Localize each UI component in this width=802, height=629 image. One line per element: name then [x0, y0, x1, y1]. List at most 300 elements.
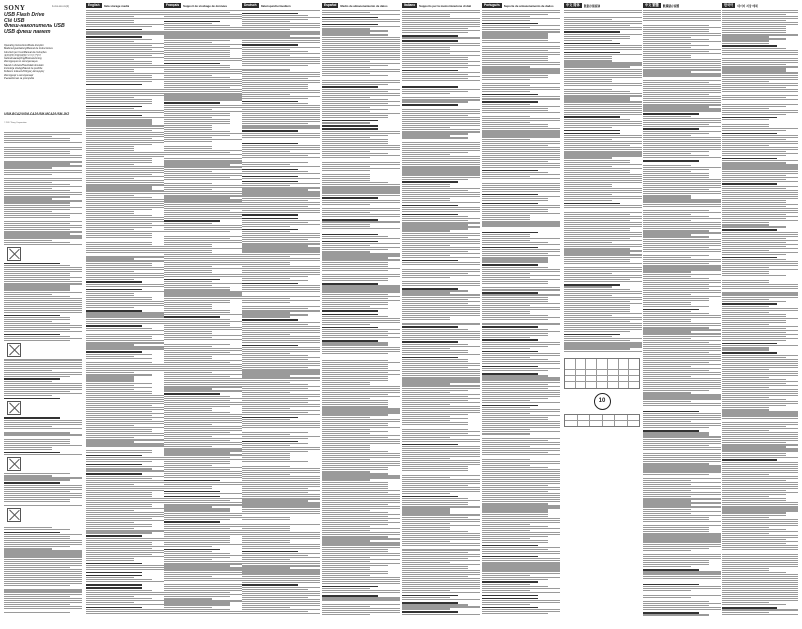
text-line: [722, 519, 798, 520]
text-line: [402, 74, 468, 75]
text-line: [643, 374, 721, 375]
text-line: [322, 12, 370, 13]
text-line: [242, 220, 320, 221]
text-line: [402, 152, 468, 153]
text-line: [4, 317, 70, 318]
text-line: [402, 485, 468, 486]
china-rohs-10-logo: 10: [594, 393, 611, 410]
text-line: [402, 269, 480, 270]
text-line: [164, 304, 212, 305]
text-line: [722, 68, 786, 69]
text-line: [164, 102, 220, 104]
text-line: [643, 43, 691, 44]
manual-language: Istruzioni per l'uso/Manual de instruções: [4, 50, 47, 54]
text-line: [402, 288, 458, 290]
text-line: [564, 119, 630, 120]
text-line: [482, 526, 548, 527]
text-line: [242, 470, 320, 471]
text-line: [722, 108, 769, 109]
text-line: [322, 300, 400, 301]
text-line: [4, 336, 70, 337]
text-line: [4, 489, 82, 490]
text-line: [482, 155, 560, 156]
text-line: [322, 97, 370, 98]
text-line: [86, 602, 134, 603]
text-line: [242, 412, 308, 413]
text-line: [164, 260, 242, 261]
text-line: [402, 375, 480, 376]
text-line: [322, 551, 388, 552]
text-line: [482, 398, 548, 399]
text-line: [242, 494, 320, 495]
text-line: [322, 561, 370, 562]
text-line: [722, 32, 786, 33]
text-line: [86, 307, 134, 308]
text-line: [4, 149, 82, 150]
text-line: [242, 390, 320, 391]
text-line: [242, 509, 320, 510]
text-line: [164, 293, 242, 294]
text-line: [86, 596, 134, 597]
section-german: [242, 3, 320, 621]
text-line: [86, 356, 134, 357]
text-line: [482, 157, 560, 158]
text-line: [164, 77, 230, 78]
text-line: [242, 540, 290, 541]
text-line: [643, 102, 721, 103]
text-line: [564, 125, 642, 126]
text-line: [4, 600, 82, 601]
text-line: [722, 158, 777, 160]
section-title: Support de stockage de données: [183, 3, 228, 8]
text-line: [722, 192, 798, 193]
text-line: [164, 201, 242, 202]
text-line: [643, 251, 721, 252]
text-line: [564, 25, 630, 26]
text-line: [242, 241, 320, 242]
text-line: [164, 33, 242, 34]
text-line: [4, 426, 52, 427]
text-line: [564, 226, 642, 227]
text-line: [402, 186, 450, 187]
text-line: [322, 583, 400, 584]
text-line: [4, 540, 82, 541]
text-line: [402, 416, 450, 417]
text-line: [242, 25, 320, 26]
text-line: [643, 206, 721, 207]
text-line: [242, 582, 320, 583]
text-line: [86, 427, 164, 428]
text-line: [722, 252, 798, 253]
text-line: [4, 304, 82, 305]
text-line: [722, 496, 769, 497]
text-line: [242, 157, 320, 158]
text-line: [643, 498, 721, 499]
text-line: [722, 81, 769, 82]
text-line: [722, 480, 786, 481]
text-line: [4, 475, 52, 476]
text-line: [643, 292, 721, 293]
text-line: [86, 106, 142, 108]
text-line: [722, 457, 798, 458]
text-line: [322, 340, 378, 342]
text-line: [164, 187, 242, 188]
text-line: [242, 363, 320, 364]
text-line: [564, 182, 642, 183]
text-line: [722, 574, 798, 575]
text-line: [86, 316, 164, 317]
text-line: [564, 89, 612, 90]
text-line: [402, 146, 480, 147]
text-line: [322, 93, 400, 94]
text-line: [643, 471, 721, 472]
text-line: [242, 447, 320, 448]
text-line: [86, 279, 134, 280]
text-line: [4, 294, 52, 295]
text-line: [643, 120, 721, 121]
text-line: [164, 319, 230, 320]
text-line: [482, 501, 560, 502]
text-line: [402, 535, 480, 536]
text-line: [242, 322, 320, 323]
text-line: [86, 370, 164, 371]
text-line: [643, 216, 709, 217]
text-line: [402, 435, 480, 436]
text-line: [86, 486, 164, 487]
text-line: [86, 516, 164, 517]
text-line: [482, 238, 560, 239]
text-line: [402, 222, 480, 223]
text-line: [402, 275, 480, 276]
text-line: [322, 469, 388, 470]
text-line: [643, 249, 721, 250]
text-line: [402, 418, 468, 419]
text-line: [164, 14, 242, 15]
text-line: [722, 198, 798, 199]
text-line: [722, 60, 798, 61]
text-line: [4, 306, 82, 307]
text-line: [4, 473, 70, 474]
text-line: [164, 480, 220, 482]
text-line: [643, 82, 709, 83]
text-line: [482, 89, 560, 90]
text-line: [242, 419, 290, 420]
text-line: [322, 251, 370, 252]
text-line: [242, 597, 308, 598]
text-line: [402, 20, 480, 21]
text-line: [564, 106, 642, 107]
text-line: [643, 224, 721, 225]
text-line: [242, 595, 320, 596]
text-line: [242, 178, 320, 179]
text-line: [322, 366, 388, 367]
text-line: [322, 168, 400, 169]
text-line: [4, 432, 70, 433]
text-line: [402, 154, 450, 155]
text-line: [4, 546, 70, 547]
text-line: [322, 351, 400, 352]
text-line: [722, 212, 798, 213]
text-line: [722, 349, 769, 350]
text-line: [722, 609, 798, 610]
text-line: [242, 42, 320, 43]
text-line: [242, 511, 320, 512]
text-line: [722, 38, 786, 39]
text-line: [564, 178, 642, 179]
text-line: [164, 291, 242, 292]
text-line: [482, 588, 560, 589]
text-line: [402, 184, 450, 185]
text-line: [402, 448, 480, 449]
text-line: [722, 343, 777, 345]
text-line: [164, 410, 212, 411]
text-line: [322, 139, 388, 140]
text-line: [86, 26, 152, 27]
text-line: [242, 476, 320, 477]
text-line: [86, 231, 164, 232]
text-line: [482, 68, 560, 69]
text-line: [164, 500, 230, 501]
text-line: [643, 432, 709, 433]
text-line: [722, 288, 798, 289]
text-line: [86, 565, 164, 566]
text-line: [242, 256, 290, 257]
text-line: [164, 79, 242, 80]
text-line: [164, 195, 242, 196]
text-line: [643, 236, 709, 237]
text-line: [564, 273, 612, 274]
text-line: [86, 108, 134, 109]
text-line: [643, 185, 721, 186]
text-line: [482, 553, 560, 554]
text-line: [643, 586, 721, 587]
text-line: [722, 436, 798, 437]
text-line: [643, 317, 721, 318]
text-line: [482, 461, 560, 462]
text-line: [402, 422, 468, 423]
text-line: [482, 495, 560, 496]
text-line: [402, 216, 468, 217]
text-line: [402, 93, 450, 94]
text-line: [643, 427, 709, 428]
text-line: [242, 193, 320, 194]
text-line: [242, 584, 298, 586]
text-line: [722, 66, 798, 67]
text-line: [402, 517, 468, 518]
text-line: [643, 344, 721, 345]
text-line: [322, 61, 370, 62]
body-text-lines: [322, 10, 400, 615]
text-line: [242, 164, 290, 165]
text-line: [164, 386, 242, 387]
text-line: [402, 452, 480, 453]
text-line: [402, 365, 480, 366]
text-line: [86, 170, 164, 171]
text-line: [4, 552, 82, 553]
text-line: [322, 333, 400, 334]
text-line: [643, 88, 721, 89]
text-line: [4, 536, 70, 537]
text-line: [482, 433, 530, 434]
text-line: [322, 151, 370, 152]
text-line: [564, 336, 612, 337]
text-line: [402, 131, 480, 132]
text-line: [402, 194, 480, 195]
text-line: [322, 278, 388, 279]
text-line: [722, 232, 798, 233]
text-line: [722, 361, 798, 362]
text-line: [242, 308, 308, 309]
text-line: [564, 279, 630, 280]
text-line: [4, 424, 82, 425]
text-line: [482, 545, 538, 547]
text-line: [482, 104, 530, 105]
section-portuguese: [482, 3, 560, 621]
text-line: [722, 527, 769, 528]
text-line: [564, 145, 630, 146]
text-line: [4, 198, 52, 199]
text-line: [242, 195, 320, 196]
text-line: [242, 472, 320, 473]
manual-language: Инструкції з експлуатації: [4, 73, 34, 77]
text-line: [722, 271, 769, 272]
text-line: [86, 119, 152, 120]
text-line: [722, 89, 798, 90]
text-line: [86, 79, 164, 80]
text-line: [242, 432, 308, 433]
text-line: [322, 298, 388, 299]
text-line: [242, 330, 320, 331]
text-line: [643, 183, 721, 184]
text-line: [322, 465, 400, 466]
text-line: [564, 254, 642, 255]
text-line: [722, 30, 786, 31]
text-line: [4, 172, 82, 173]
text-line: [564, 155, 642, 156]
text-line: [482, 289, 560, 290]
text-line: [722, 438, 798, 439]
text-line: [643, 584, 699, 586]
text-line: [86, 49, 152, 50]
text-line: [482, 333, 548, 334]
text-line: [402, 251, 468, 252]
text-line: [564, 323, 642, 324]
text-line: [4, 136, 52, 137]
text-line: [643, 439, 721, 440]
text-line: [242, 72, 320, 73]
text-line: [86, 301, 164, 302]
text-line: [164, 459, 242, 460]
text-line: [482, 213, 560, 214]
text-line: [722, 498, 786, 499]
text-line: [402, 392, 450, 393]
text-line: [402, 439, 480, 440]
text-line: [242, 461, 308, 462]
text-line: [322, 471, 370, 472]
text-line: [164, 12, 230, 13]
text-line: [242, 27, 320, 28]
text-line: [164, 52, 230, 53]
text-line: [564, 104, 642, 105]
text-line: [322, 347, 400, 348]
text-line: [722, 314, 786, 315]
text-line: [322, 475, 400, 476]
text-line: [86, 482, 164, 483]
text-line: [722, 196, 798, 197]
text-line: [242, 245, 308, 246]
text-line: [4, 454, 82, 455]
text-line: [643, 25, 709, 26]
text-line: [482, 309, 560, 310]
text-line: [164, 325, 230, 326]
text-line: [482, 25, 560, 26]
text-line: [482, 255, 560, 256]
text-line: [482, 390, 560, 391]
text-line: [722, 332, 786, 333]
text-line: [164, 225, 242, 226]
text-line: [322, 337, 400, 338]
text-line: [482, 16, 530, 17]
text-line: [482, 232, 538, 234]
text-line: [322, 153, 388, 154]
text-line: [643, 340, 721, 341]
text-line: [643, 368, 721, 369]
text-line: [322, 492, 388, 493]
text-line: [86, 248, 164, 249]
text-line: [643, 261, 721, 262]
text-line: [482, 586, 548, 587]
text-line: [722, 367, 798, 368]
text-line: [722, 151, 786, 152]
text-line: [242, 266, 320, 267]
text-line: [4, 170, 82, 171]
text-line: [242, 589, 308, 590]
text-line: [322, 268, 400, 269]
text-line: [242, 593, 320, 594]
text-line: [242, 291, 320, 292]
text-line: [86, 33, 164, 34]
product-titles: [4, 13, 80, 35]
text-line: [722, 472, 798, 473]
text-line: [402, 51, 480, 52]
text-line: [322, 238, 400, 239]
text-line: [643, 541, 721, 542]
text-line: [322, 374, 400, 375]
text-line: [322, 443, 400, 444]
text-line: [242, 169, 298, 171]
text-line: [164, 37, 242, 38]
text-line: [722, 130, 786, 131]
text-line: [482, 471, 560, 472]
text-line: [643, 214, 691, 215]
text-line: [722, 204, 798, 205]
text-line: [402, 148, 480, 149]
body-text-lines: [722, 10, 798, 615]
text-line: [722, 556, 798, 557]
text-line: [242, 233, 320, 234]
text-line: [242, 443, 308, 444]
text-line: [242, 557, 320, 558]
text-line: [402, 460, 480, 461]
text-line: [482, 520, 560, 521]
text-line: [4, 184, 70, 185]
text-line: [482, 72, 560, 73]
text-line: [86, 299, 152, 300]
text-line: [86, 45, 152, 46]
text-line: [164, 42, 212, 43]
text-line: [164, 504, 242, 505]
text-line: [322, 101, 400, 102]
